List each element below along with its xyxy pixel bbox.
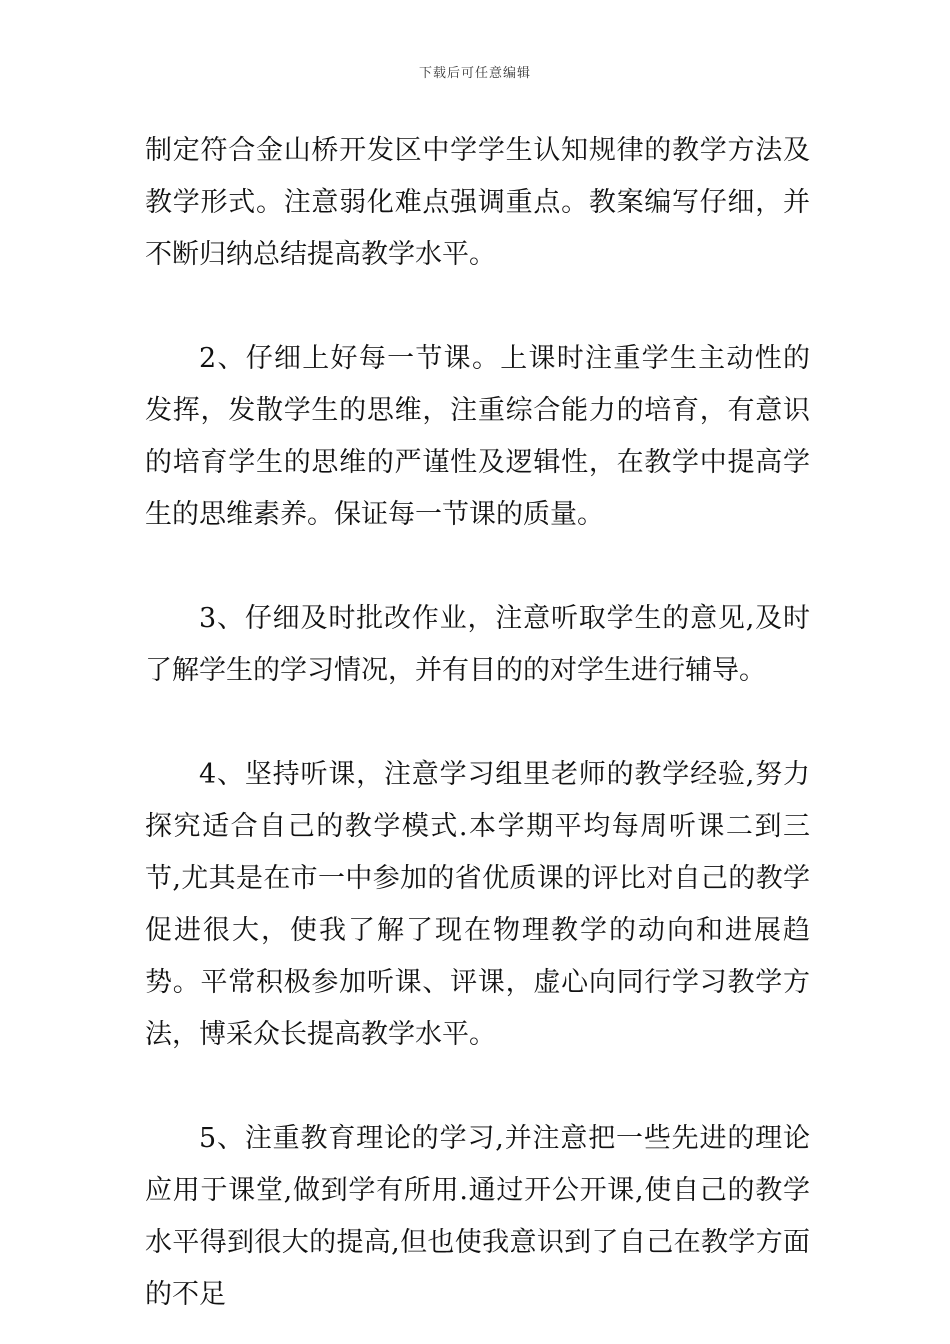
page-header-note: 下载后可任意编辑	[418, 66, 531, 81]
paragraph-continued: 制定符合金山桥开发区中学学生认知规律的教学方法及教学形式。注意弱化难点强调重点。教案编写仔细，并不断归纳总结提高教学水平。	[145, 135, 810, 270]
paragraph-item-2: 2、仔细上好每一节课。上课时注重学生主动性的发挥，发散学生的思维，注重综合能力的培育，有意识的培育学生的思维的严谨性及逻辑性，在教学中提高学生的思维素养。保证每一节课的质量。	[145, 343, 810, 530]
paragraph-item-3: 3、仔细及时批改作业，注意听取学生的意见,及时了解学生的学习情况，并有目的的对学生进行辅导。	[145, 603, 810, 686]
paragraph-item-5: 5、注重教育理论的学习,并注意把一些先进的理论应用于课堂,做到学有所用.通过开公开课,使自己的教学水平得到很大的提高,但也使我意识到了自己在教学方面的不足	[145, 1123, 810, 1310]
document-body	[145, 125, 810, 1321]
paragraph-item-4: 4、坚持听课，注意学习组里老师的教学经验,努力探究适合自己的教学模式.本学期平均每周听课二到三节,尤其是在市一中参加的省优质课的评比对自己的教学促进很大，使我了解了现在物理教学的动向和进展趋势。平常积极参加听课、评课，虚心向同行学习教学方法，博采众长提高教学水平。	[145, 759, 810, 1050]
